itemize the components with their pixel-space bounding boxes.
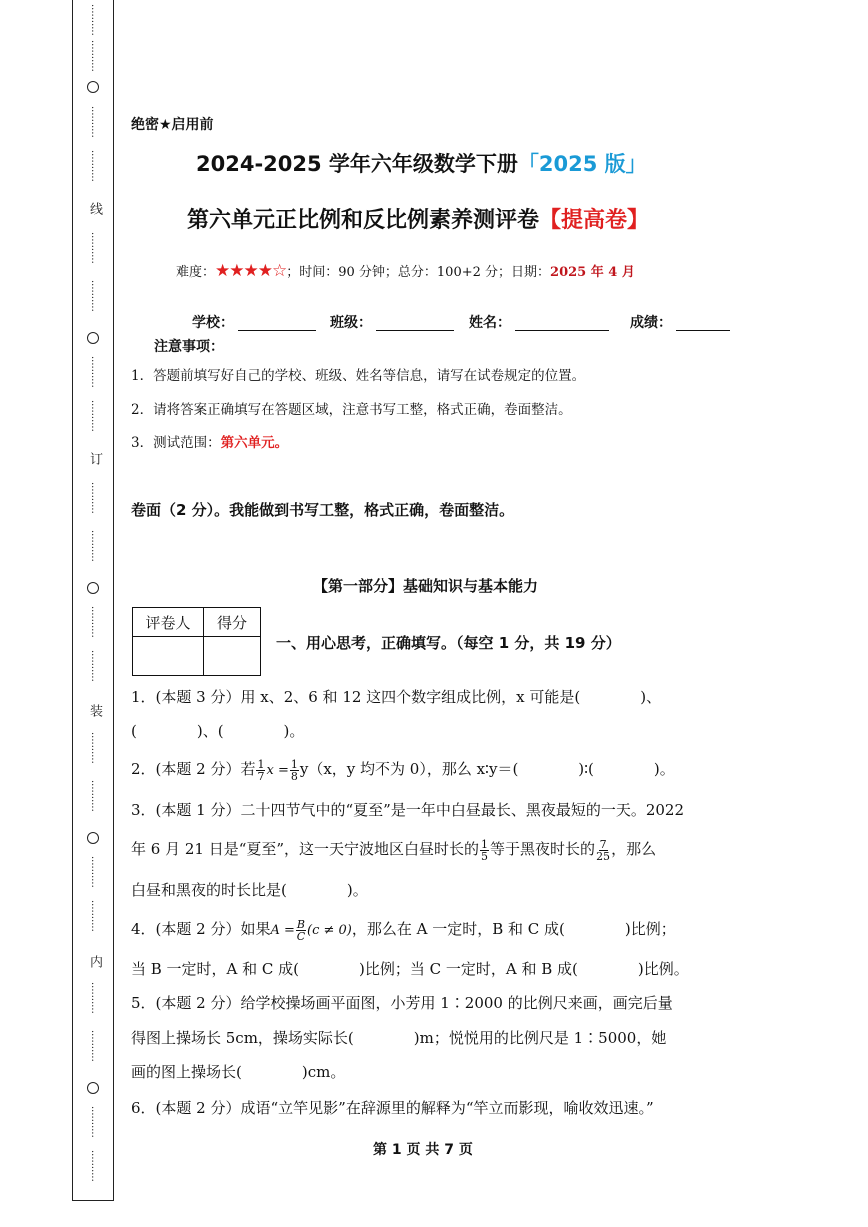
q3-line2-suffix: ，那么 [611, 840, 657, 858]
margin-dots: ·········· [86, 1030, 97, 1062]
margin-circle [87, 582, 99, 594]
secret-label: 绝密★启用前 [131, 117, 214, 133]
question-2 [131, 758, 675, 782]
score-label: 成绩： [630, 315, 672, 331]
margin-dots: ·········· [86, 106, 97, 138]
margin-circle [87, 1082, 99, 1094]
score-header: 得分 [204, 608, 261, 637]
margin-dots: ·········· [86, 4, 97, 36]
q4-fraction [296, 919, 306, 942]
question-1-line1: 1．(本题 3 分）用 x、2、6 和 12 这四个数字组成比例，x 可能是( )、 [131, 688, 662, 706]
q3-f2-num: 7 [599, 837, 607, 851]
question-5-line1: 5．(本题 2 分）给学校操场画平面图，小芳用 1∶2000 的比例尺来画，画完后量 [131, 994, 673, 1012]
question-5-line3: 画的图上操场长( )cm。 [131, 1063, 346, 1081]
q3-f1-den: 5 [481, 849, 489, 863]
school-field[interactable] [192, 312, 316, 332]
margin-dots: ·········· [86, 482, 97, 514]
exam-date: 2025 年 4 月 [550, 265, 635, 280]
q3-f2-den: 25 [596, 849, 611, 863]
margin-circle [87, 81, 99, 93]
question-1-line2: ( )、( )。 [131, 722, 305, 740]
binding-margin-column [84, 0, 104, 1200]
question-5-line2: 得图上操场长 5cm，操场实际长( )m；悦悦用的比例尺是 1∶5000，她 [131, 1029, 667, 1047]
note-item: 2．请将答案正确填写在答题区域，注意书写工整，格式正确，卷面整洁。 [131, 402, 572, 418]
name-blank[interactable] [515, 316, 609, 331]
margin-dots: ·········· [86, 1150, 97, 1182]
section1-title: 一、用心思考，正确填写。（每空 1 分，共 19 分） [276, 634, 621, 652]
title-main: 2024-2025 学年六年级数学下册 [196, 152, 518, 176]
note-range-label: 3．测试范围： [131, 435, 221, 451]
q2-fraction-2 [290, 759, 299, 782]
grading-table [132, 607, 261, 676]
margin-char-nei: 内 [87, 955, 102, 968]
margin-dots: ·········· [86, 40, 97, 72]
grader-header: 评卷人 [133, 608, 204, 637]
q3-line2-mid: 等于黑夜时长的 [490, 840, 596, 858]
q2-prefix: 2．(本题 2 分）若 [131, 760, 256, 778]
margin-dots: ·········· [86, 400, 97, 432]
q4-condition: (c ≠ 0) [307, 923, 352, 938]
margin-dots: ·········· [86, 606, 97, 638]
name-field[interactable] [469, 312, 609, 332]
q2-mid: x = [266, 763, 289, 778]
question-4-line1 [131, 918, 676, 942]
grader-cell[interactable] [133, 637, 204, 676]
margin-char-zhuang: 装 [87, 704, 102, 717]
score-cell[interactable] [204, 637, 261, 676]
page-subtitle [187, 203, 649, 234]
q2-f1-num: 1 [257, 757, 265, 771]
margin-dots: ·········· [86, 530, 97, 562]
question-3-line3: 白昼和黑夜的时长比是( )。 [131, 881, 368, 899]
q2-f1-den: 7 [257, 769, 265, 783]
margin-dots: ·········· [86, 356, 97, 388]
subtitle-level: 【提高卷】 [539, 208, 650, 233]
q3-fraction-2 [596, 839, 610, 862]
margin-dots: ·········· [86, 856, 97, 888]
difficulty-label: 难度： [176, 265, 216, 280]
margin-dots: ·········· [86, 650, 97, 682]
note-range-value: 第六单元。 [220, 435, 289, 451]
margin-dots: ·········· [86, 732, 97, 764]
margin-dots: ·········· [86, 900, 97, 932]
empty-star-icon: ☆ [271, 261, 287, 281]
score-field[interactable] [630, 312, 730, 332]
q4-lhs: A = [270, 923, 295, 938]
margin-dots: ·········· [86, 232, 97, 264]
q3-fraction-1 [480, 839, 489, 862]
neatness-note: 卷面（2 分）。我能做到书写工整，格式正确，卷面整洁。 [131, 501, 515, 519]
name-label: 姓名： [469, 315, 511, 331]
question-4-line2: 当 B 一定时，A 和 C 成( )比例；当 C 一定时，A 和 B 成( )比例。 [131, 960, 689, 978]
exam-meta [176, 261, 635, 281]
question-3-line2 [131, 838, 656, 862]
margin-dots: ·········· [86, 1106, 97, 1138]
q3-line2-prefix: 年 6 月 21 日是“夏至”，这一天宁波地区白昼时长的 [131, 840, 480, 858]
margin-circle [87, 832, 99, 844]
margin-dots: ·········· [86, 150, 97, 182]
q2-f2-num: 1 [290, 757, 298, 771]
margin-dots: ·········· [86, 780, 97, 812]
score-blank[interactable] [676, 316, 730, 331]
school-label: 学校： [192, 315, 234, 331]
q2-fraction-1 [256, 759, 265, 782]
q4-prefix: 4．(本题 2 分）如果 [131, 920, 271, 938]
page-footer: 第 1 页 共 7 页 [373, 1142, 473, 1158]
q4-suffix: ，那么在 A 一定时，B 和 C 成( )比例； [351, 920, 676, 938]
part-title: 【第一部分】基础知识与基本能力 [313, 577, 539, 595]
margin-dots: ·········· [86, 982, 97, 1014]
margin-circle [87, 332, 99, 344]
margin-dots: ·········· [86, 280, 97, 312]
q2-f2-den: 8 [290, 769, 298, 783]
margin-char-ding: 订 [87, 452, 102, 465]
q4-den: C [296, 929, 306, 943]
title-version: 「2025 版」 [517, 152, 647, 176]
question-6-line1: 6．(本题 2 分）成语“立竿见影”在辞源里的解释为“竿立而影现，喻收效迅速。” [131, 1099, 654, 1117]
class-field[interactable] [330, 312, 454, 332]
question-3-line1: 3．(本题 1 分）二十四节气中的“夏至”是一年中白昼最长、黑夜最短的一天。2022 [131, 801, 684, 819]
class-blank[interactable] [376, 316, 454, 331]
q2-suffix: y（x，y 均不为 0），那么 x∶y＝( )∶( )。 [299, 760, 675, 778]
meta-text: ；时间：90 分钟；总分：100+2 分；日期： [286, 265, 551, 280]
note-item [131, 431, 288, 451]
subtitle-main: 第六单元正比例和反比例素养测评卷 [187, 208, 540, 233]
school-blank[interactable] [238, 316, 316, 331]
page-title [196, 148, 647, 178]
q3-f1-num: 1 [481, 837, 489, 851]
difficulty-stars-icon: ★★★★ [215, 261, 272, 281]
margin-char-xian: 线 [87, 202, 102, 215]
class-label: 班级： [330, 315, 372, 331]
notes-title: 注意事项： [154, 339, 224, 355]
note-item: 1．答题前填写好自己的学校、班级、姓名等信息，请写在试卷规定的位置。 [131, 368, 586, 384]
q4-num: B [296, 917, 305, 931]
